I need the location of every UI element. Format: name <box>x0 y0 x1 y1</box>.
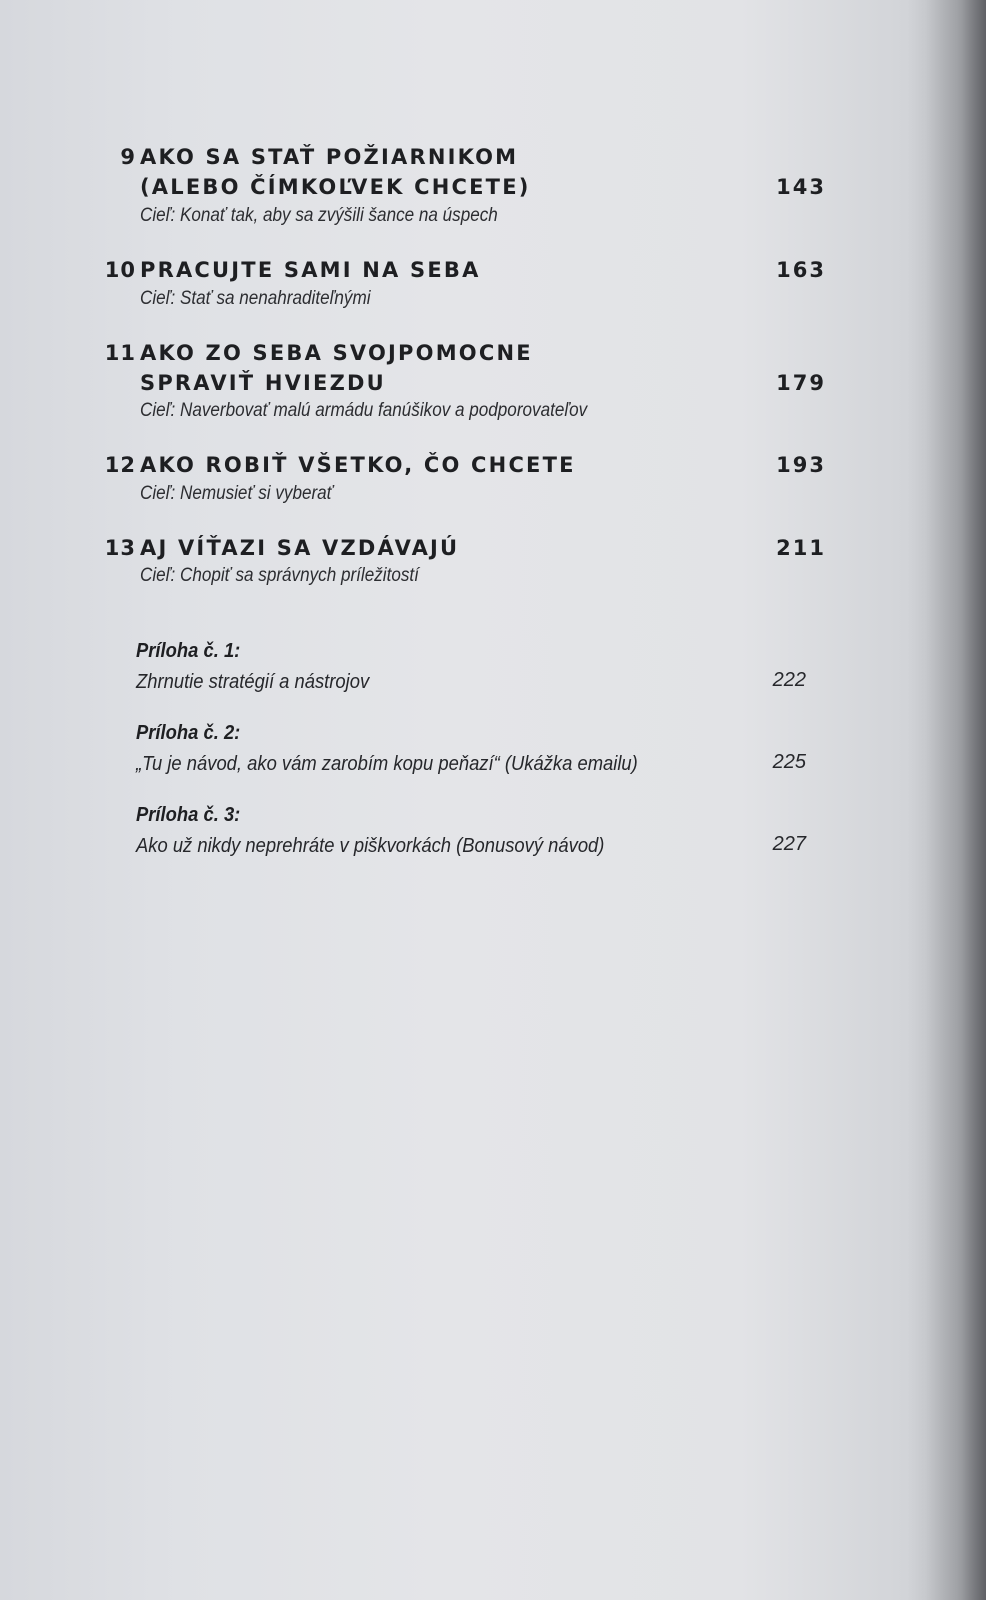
chapter-goal: Cieľ: Nemusieť si vyberať <box>140 483 333 504</box>
chapter-title-line-1: AKO SA STAŤ POŽIARNIKOM <box>140 145 519 169</box>
chapter-number: 13 <box>104 536 136 560</box>
chapter-page-number: 179 <box>776 371 826 395</box>
chapter-number: 10 <box>104 258 136 282</box>
appendix-title: „Tu je návod, ako vám zarobím kopu peňazí“ (Ukážka emailu) <box>136 753 638 775</box>
chapter-page-number: 193 <box>776 453 826 477</box>
appendix-title: Ako už nikdy neprehráte v piškvorkách (Bonusový návod) <box>136 835 605 857</box>
chapter-number: 12 <box>104 453 136 477</box>
chapter-goal: Cieľ: Konať tak, aby sa zvýšili šance na úspech <box>140 205 498 226</box>
chapter-goal: Cieľ: Chopiť sa správnych príležitostí <box>140 565 419 586</box>
chapter-title-line-1: PRACUJTE SAMI NA SEBA <box>140 258 481 282</box>
chapter-title-line-2: SPRAVIŤ HVIEZDU <box>140 371 386 395</box>
appendix-label: Príloha č. 1: <box>136 640 241 662</box>
chapter-page-number: 143 <box>776 175 826 199</box>
chapter-title-line-1: AKO ROBIŤ VŠETKO, ČO CHCETE <box>140 453 576 477</box>
appendix-page-number: 227 <box>772 833 806 855</box>
appendix-page-number: 225 <box>772 751 806 773</box>
appendix-page-number: 222 <box>772 669 806 691</box>
chapter-page-number: 163 <box>776 258 826 282</box>
chapter-title-line-2: (ALEBO ČÍMKOĽVEK CHCETE) <box>140 175 531 199</box>
chapter-goal: Cieľ: Naverbovať malú armádu fanúšikov a podporovateľov <box>140 400 588 421</box>
chapter-goal: Cieľ: Stať sa nenahraditeľnými <box>140 288 371 309</box>
page-edge-shadow <box>926 0 986 1600</box>
chapter-number: 11 <box>104 341 136 365</box>
appendix-title: Zhrnutie stratégií a nástrojov <box>136 671 370 693</box>
chapter-title-line-1: AJ VÍŤAZI SA VZDÁVAJÚ <box>140 536 460 560</box>
appendix-label: Príloha č. 3: <box>136 804 241 826</box>
chapter-page-number: 211 <box>776 536 826 560</box>
chapter-title-line-1: AKO ZO SEBA SVOJPOMOCNE <box>140 341 533 365</box>
chapter-number: 9 <box>120 145 136 169</box>
appendix-label: Príloha č. 2: <box>136 722 241 744</box>
